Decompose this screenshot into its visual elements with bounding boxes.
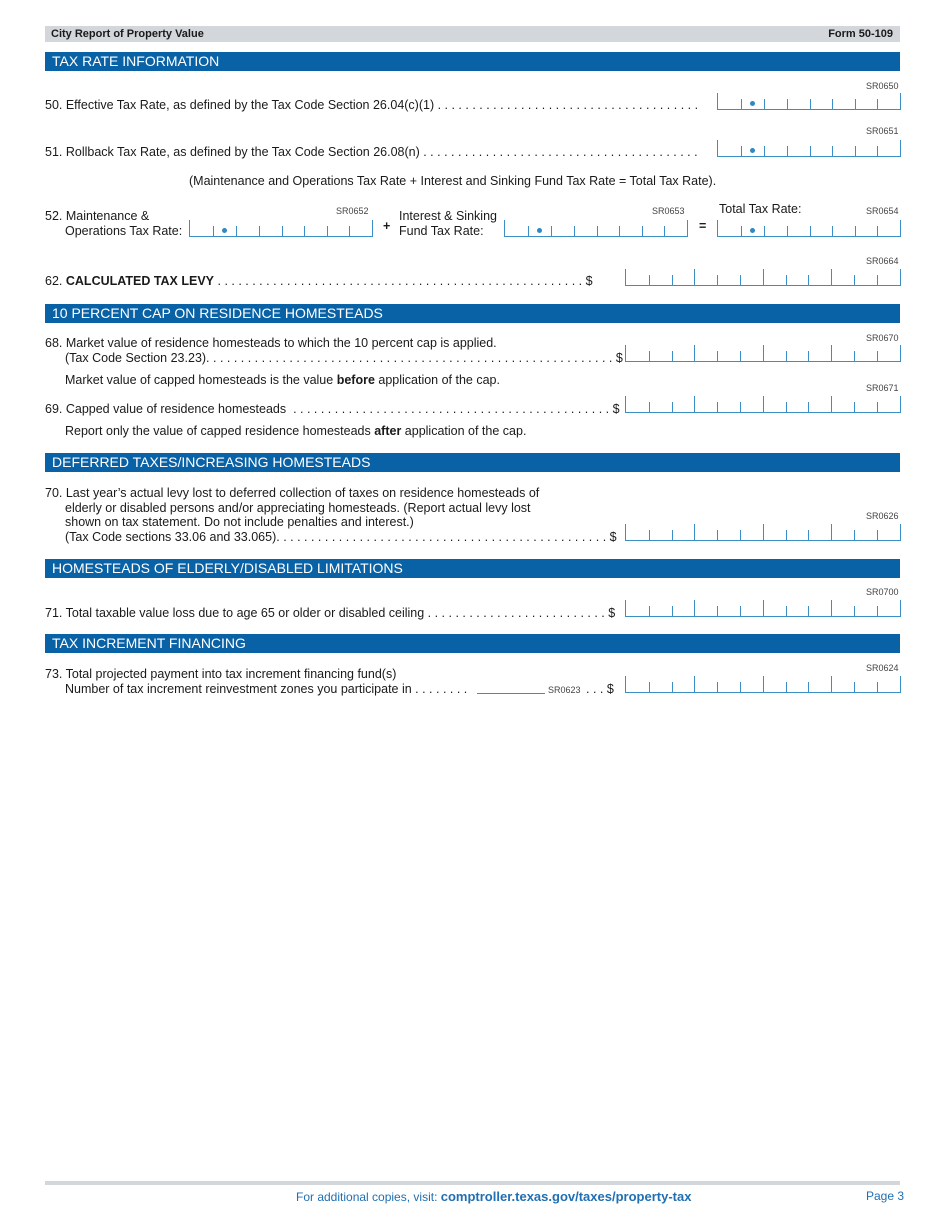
field-divider bbox=[740, 606, 741, 616]
field-code-sr0623: SR0623 bbox=[548, 685, 581, 695]
line-68-label-2: (Tax Code Section 23.23). . . . . . . . . . . . . . . . . . . . . . . . . . . . . . . . . . . . . . . . . . . . . . . . . . . . . . . . . . . $ bbox=[65, 351, 623, 365]
field-divider bbox=[717, 351, 718, 361]
decimal-point-icon bbox=[750, 228, 755, 233]
field-divider bbox=[741, 99, 742, 109]
field-divider bbox=[854, 402, 855, 412]
field-divider bbox=[877, 146, 878, 156]
field-divider bbox=[694, 524, 695, 540]
field-divider bbox=[831, 396, 832, 412]
line-52-interest-label-2: Fund Tax Rate: bbox=[399, 224, 484, 238]
field-divider bbox=[877, 351, 878, 361]
field-divider bbox=[787, 226, 788, 236]
field-code-sr0654: SR0654 bbox=[866, 206, 899, 216]
section-tif: TAX INCREMENT FINANCING bbox=[45, 634, 900, 653]
field-divider bbox=[649, 682, 650, 692]
decimal-point-icon bbox=[750, 101, 755, 106]
line-69-label: 69. Capped value of residence homesteads . . . . . . . . . . . . . . . . . . . . . . . . . . . . . . . . . . . . . . . . . . . . . . $ bbox=[45, 402, 620, 416]
field-divider bbox=[808, 351, 809, 361]
field-divider bbox=[717, 530, 718, 540]
total-tax-rate-field[interactable] bbox=[717, 220, 901, 237]
line-70-label-1: 70. Last year’s actual levy lost to deferred collection of taxes on residence homesteads of bbox=[45, 486, 540, 500]
field-divider bbox=[551, 226, 552, 236]
field-divider bbox=[810, 99, 811, 109]
field-divider bbox=[642, 226, 643, 236]
field-divider bbox=[764, 226, 765, 236]
section-deferred: DEFERRED TAXES/INCREASING HOMESTEADS bbox=[45, 453, 900, 472]
field-divider bbox=[694, 396, 695, 412]
field-divider bbox=[717, 606, 718, 616]
reinvestment-zones-count-field[interactable] bbox=[477, 680, 545, 694]
deferred-levy-lost-field[interactable] bbox=[625, 524, 901, 541]
field-divider bbox=[649, 402, 650, 412]
maintenance-operations-rate-field[interactable] bbox=[189, 220, 373, 237]
field-divider bbox=[877, 530, 878, 540]
field-divider bbox=[672, 606, 673, 616]
field-divider bbox=[855, 226, 856, 236]
line-52-interest-label-1: Interest & Sinking bbox=[399, 209, 497, 223]
field-divider bbox=[672, 402, 673, 412]
field-divider bbox=[763, 676, 764, 692]
field-divider bbox=[810, 146, 811, 156]
line-70-label-2: elderly or disabled persons and/or appreciating homesteads. (Report actual levy lost bbox=[65, 501, 531, 515]
line-62-label: 62. CALCULATED TAX LEVY . . . . . . . . . . . . . . . . . . . . . . . . . . . . . . . . . . . . . . . . . . . . . . . . . . . . . $ bbox=[45, 274, 593, 288]
field-divider bbox=[672, 275, 673, 285]
field-divider bbox=[854, 682, 855, 692]
field-divider bbox=[649, 530, 650, 540]
field-divider bbox=[349, 226, 350, 236]
field-code-sr0664: SR0664 bbox=[866, 256, 899, 266]
field-divider bbox=[327, 226, 328, 236]
field-divider bbox=[740, 275, 741, 285]
field-divider bbox=[854, 530, 855, 540]
line-73-dollar: . . . $ bbox=[586, 682, 614, 696]
field-divider bbox=[831, 345, 832, 361]
field-divider bbox=[808, 530, 809, 540]
field-divider bbox=[213, 226, 214, 236]
line-73-label-1: 73. Total projected payment into tax increment financing fund(s) bbox=[45, 667, 397, 681]
field-divider bbox=[304, 226, 305, 236]
capped-value-field[interactable] bbox=[625, 396, 901, 413]
line-52-total-label: Total Tax Rate: bbox=[719, 202, 802, 216]
field-divider bbox=[694, 345, 695, 361]
equals-sign: = bbox=[699, 219, 707, 233]
field-divider bbox=[694, 600, 695, 616]
field-divider bbox=[855, 99, 856, 109]
rollback-tax-rate-field[interactable] bbox=[717, 140, 901, 157]
field-divider bbox=[717, 682, 718, 692]
field-divider bbox=[672, 530, 673, 540]
field-divider bbox=[877, 682, 878, 692]
field-divider bbox=[877, 275, 878, 285]
taxable-value-loss-field[interactable] bbox=[625, 600, 901, 617]
field-code-sr0670: SR0670 bbox=[866, 333, 899, 343]
line-70-label-4: (Tax Code sections 33.06 and 33.065). . . . . . . . . . . . . . . . . . . . . . . . . . . . . . . . . . . . . . . . . . . . . . . . $ bbox=[65, 530, 617, 544]
field-code-sr0671: SR0671 bbox=[866, 383, 899, 393]
field-divider bbox=[763, 345, 764, 361]
field-divider bbox=[832, 226, 833, 236]
line-51-label: 51. Rollback Tax Rate, as defined by the Tax Code Section 26.08(n) . . . . . . . . . . . . . . . . . . . . . . . . . . . . . . . . . . . . . . . . bbox=[45, 145, 698, 159]
effective-tax-rate-field[interactable] bbox=[717, 93, 901, 110]
section-cap: 10 PERCENT CAP ON RESIDENCE HOMESTEADS bbox=[45, 304, 900, 323]
field-divider bbox=[786, 682, 787, 692]
field-divider bbox=[832, 99, 833, 109]
note-69: Report only the value of capped residence homesteads after application of the cap. bbox=[65, 424, 527, 438]
line-70-label-3: shown on tax statement. Do not include penalties and interest.) bbox=[65, 515, 414, 529]
field-code-sr0624: SR0624 bbox=[866, 663, 899, 673]
field-divider bbox=[763, 269, 764, 285]
field-code-sr0626: SR0626 bbox=[866, 511, 899, 521]
field-code-sr0652: SR0652 bbox=[336, 206, 369, 216]
formula-note: (Maintenance and Operations Tax Rate + Interest and Sinking Fund Tax Rate = Total Tax Rate). bbox=[189, 174, 717, 188]
field-divider bbox=[831, 676, 832, 692]
field-divider bbox=[810, 226, 811, 236]
field-divider bbox=[740, 682, 741, 692]
field-divider bbox=[236, 226, 237, 236]
field-code-sr0700: SR0700 bbox=[866, 587, 899, 597]
field-divider bbox=[694, 269, 695, 285]
field-divider bbox=[597, 226, 598, 236]
field-code-sr0650: SR0650 bbox=[866, 81, 899, 91]
field-divider bbox=[877, 226, 878, 236]
field-divider bbox=[854, 275, 855, 285]
field-divider bbox=[786, 402, 787, 412]
line-73-label-2: Number of tax increment reinvestment zones you participate in . . . . . . . . bbox=[65, 682, 468, 696]
line-52-label-2: Operations Tax Rate: bbox=[65, 224, 183, 238]
line-50-label: 50. Effective Tax Rate, as defined by the Tax Code Section 26.04(c)(1) . . . . . . . . . . . . . . . . . . . . . . . . . . . . . . . . . . . . . . bbox=[45, 98, 699, 112]
field-divider bbox=[741, 226, 742, 236]
field-divider bbox=[694, 676, 695, 692]
field-code-sr0651: SR0651 bbox=[866, 126, 899, 136]
field-divider bbox=[717, 402, 718, 412]
calculated-tax-levy-field[interactable] bbox=[625, 269, 901, 286]
field-divider bbox=[574, 226, 575, 236]
field-divider bbox=[877, 402, 878, 412]
decimal-point-icon bbox=[222, 228, 227, 233]
field-divider bbox=[787, 146, 788, 156]
field-divider bbox=[831, 524, 832, 540]
footer-rule bbox=[45, 1181, 900, 1185]
field-divider bbox=[763, 600, 764, 616]
footer-copies-text: For additional copies, visit: comptroller.texas.gov/taxes/property-tax bbox=[296, 1189, 692, 1204]
field-divider bbox=[877, 99, 878, 109]
form-number: Form 50-109 bbox=[828, 28, 893, 40]
section-elderly: HOMESTEADS OF ELDERLY/DISABLED LIMITATIONS bbox=[45, 559, 900, 578]
form-title: City Report of Property Value bbox=[51, 28, 204, 40]
field-divider bbox=[855, 146, 856, 156]
field-divider bbox=[741, 146, 742, 156]
field-divider bbox=[740, 530, 741, 540]
section-tax-rate: TAX RATE INFORMATION bbox=[45, 52, 900, 71]
field-divider bbox=[672, 351, 673, 361]
field-divider bbox=[649, 275, 650, 285]
field-code-sr0653: SR0653 bbox=[652, 206, 685, 216]
footer-url-link[interactable]: comptroller.texas.gov/taxes/property-tax bbox=[440, 1189, 692, 1204]
field-divider bbox=[808, 606, 809, 616]
line-68-label-1: 68. Market value of residence homesteads to which the 10 percent cap is applied. bbox=[45, 336, 497, 350]
field-divider bbox=[740, 402, 741, 412]
field-divider bbox=[831, 269, 832, 285]
field-divider bbox=[854, 351, 855, 361]
field-divider bbox=[664, 226, 665, 236]
field-divider bbox=[764, 99, 765, 109]
field-divider bbox=[786, 275, 787, 285]
plus-sign: + bbox=[383, 219, 391, 233]
field-divider bbox=[649, 351, 650, 361]
decimal-point-icon bbox=[537, 228, 542, 233]
line-71-label: 71. Total taxable value loss due to age 65 or older or disabled ceiling . . . . . . . . . . . . . . . . . . . . . . . . . . $ bbox=[45, 606, 616, 620]
market-value-capped-field[interactable] bbox=[625, 345, 901, 362]
tif-payment-field[interactable] bbox=[625, 676, 901, 693]
line-52-label-1: 52. Maintenance & bbox=[45, 209, 150, 223]
field-divider bbox=[259, 226, 260, 236]
field-divider bbox=[808, 682, 809, 692]
interest-sinking-rate-field[interactable] bbox=[504, 220, 688, 237]
field-divider bbox=[854, 606, 855, 616]
field-divider bbox=[717, 275, 718, 285]
note-68: Market value of capped homesteads is the value before application of the cap. bbox=[65, 373, 500, 387]
field-divider bbox=[877, 606, 878, 616]
field-divider bbox=[740, 351, 741, 361]
field-divider bbox=[787, 99, 788, 109]
field-divider bbox=[786, 351, 787, 361]
field-divider bbox=[282, 226, 283, 236]
field-divider bbox=[649, 606, 650, 616]
field-divider bbox=[528, 226, 529, 236]
field-divider bbox=[672, 682, 673, 692]
field-divider bbox=[808, 275, 809, 285]
field-divider bbox=[808, 402, 809, 412]
field-divider bbox=[786, 606, 787, 616]
decimal-point-icon bbox=[750, 148, 755, 153]
form-header bbox=[45, 26, 900, 42]
field-divider bbox=[763, 396, 764, 412]
field-divider bbox=[831, 600, 832, 616]
field-divider bbox=[764, 146, 765, 156]
field-divider bbox=[832, 146, 833, 156]
field-divider bbox=[619, 226, 620, 236]
field-divider bbox=[786, 530, 787, 540]
page-number: Page 3 bbox=[866, 1189, 905, 1203]
field-divider bbox=[763, 524, 764, 540]
